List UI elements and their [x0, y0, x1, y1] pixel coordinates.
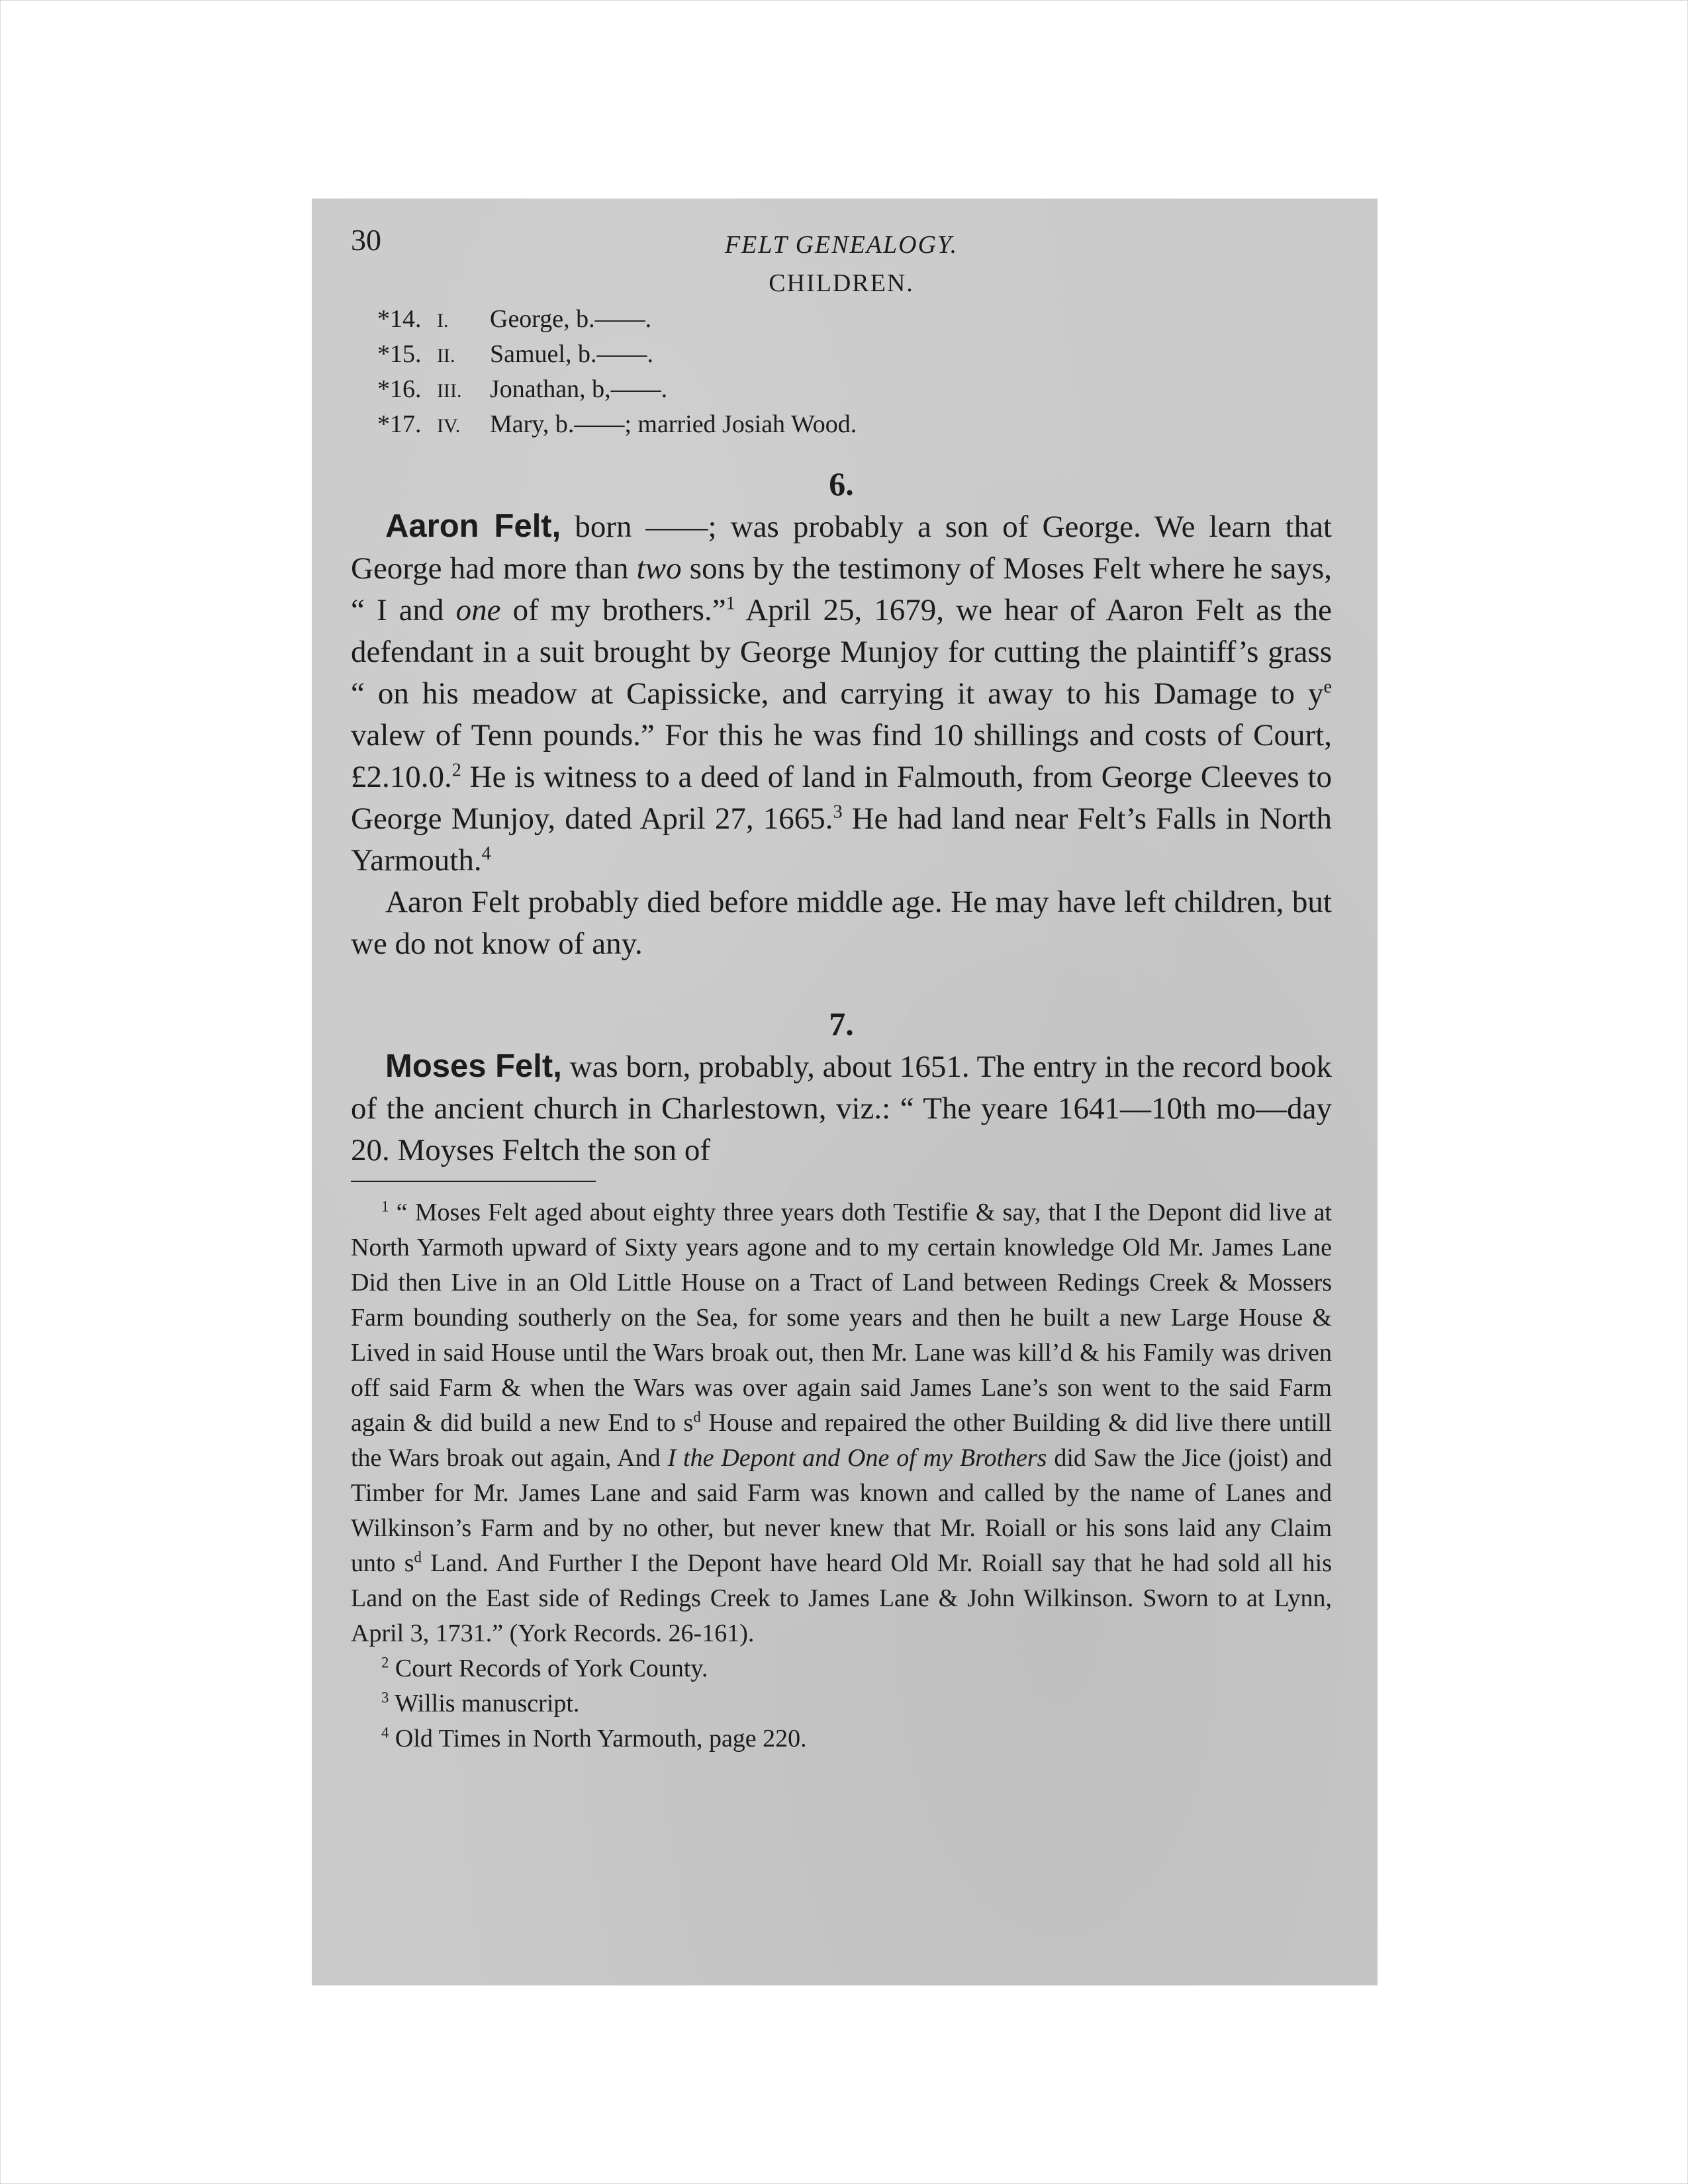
list-item [351, 304, 1332, 340]
superscript: d [414, 1549, 422, 1566]
footnote-4 [351, 1721, 1332, 1756]
section-6-paragraph-1 [351, 506, 1332, 882]
footnote-ref: 2 [451, 760, 461, 781]
section-7-paragraph-1 [351, 1046, 1332, 1171]
italic-run: I the Depont and One of my Brothers [667, 1444, 1047, 1472]
entry-name: Aaron Felt, [385, 508, 561, 544]
footnote-ref: 1 [726, 593, 735, 614]
text-run: was born, probably, about 1651. The entry in the record book of the ancient church in Charlestown, viz.: “ The yeare 1641—10th mo—day 20. Moyses Feltch the son of [351, 1050, 1332, 1167]
footnote-3 [351, 1686, 1332, 1721]
running-title: FELT GENEALOGY. [724, 231, 959, 259]
footnote-divider [351, 1181, 596, 1182]
footnote-ref: 3 [833, 801, 843, 823]
list-item [351, 340, 1332, 375]
page-content [351, 218, 1332, 1756]
italic-run: two [636, 551, 682, 586]
text-run: valew of Tenn pounds.” For this he was find 10 shillings and costs of Court, £2.10.0. [351, 718, 1332, 794]
child-number: *17. [377, 410, 422, 438]
italic-run: one [455, 593, 501, 627]
footnote-mark: 4 [381, 1724, 389, 1741]
superscript: d [693, 1408, 701, 1426]
child-roman: II. [437, 345, 455, 367]
section-number-6: 6. [829, 465, 854, 502]
footnote-2 [351, 1651, 1332, 1686]
text-run: Land. And Further I the Depont have heard Old Mr. Roiall say that he had sold all his Land on the East side of Redings Creek to James Lane & John Wilkinson. Sworn to at Lynn, April 3, 1731.” (York Records. 26-161). [351, 1549, 1332, 1647]
page-number: 30 [351, 223, 381, 257]
footnote-mark: 3 [381, 1689, 389, 1706]
child-number: *15. [377, 340, 422, 368]
text-run: born ——; was probably a son of George. We learn that George had more than [351, 510, 1332, 586]
footnote-1 [351, 1195, 1332, 1651]
child-roman: IV. [437, 415, 461, 437]
child-number: *16. [377, 375, 422, 403]
text-run: Willis manuscript. [389, 1690, 580, 1717]
child-text: George, b.——. [490, 305, 652, 333]
section-number-7: 7. [829, 1005, 854, 1042]
text-run: Old Times in North Yarmouth, page 220. [389, 1725, 807, 1752]
child-text: Jonathan, b,——. [490, 375, 668, 403]
child-text: Mary, b.——; married Josiah Wood. [490, 410, 857, 438]
text-run: did Saw the Jice (joist) and Timber for Mr. James Lane and said Farm was known and called by the name of Lanes and Wilkinson’s Farm and by no other, but never knew that Mr. Roiall or his sons laid any Claim unto s [351, 1444, 1332, 1577]
text-run: sons by the testimony of Moses Felt where he says, “ I and [351, 551, 1332, 627]
footnote-mark: 1 [381, 1198, 389, 1215]
child-roman: I. [437, 310, 449, 332]
child-text: Samuel, b.——. [490, 340, 653, 368]
list-item [351, 375, 1332, 410]
list-item [351, 410, 1332, 445]
child-number: *14. [377, 305, 422, 333]
footnotes [351, 1195, 1332, 1756]
spacer [351, 965, 1332, 985]
text-run: “ Moses Felt aged about eighty three years doth Testifie & say, that I the Depont did live at North Yarmoth upward of Sixty years agone and to my certain knowledge Old Mr. James Lane Did then Live in an Old Little House on a Tract of Land between Redings Creek & Mossers Farm bounding southerly on the Sea, for some years and then he built a new Large House & Lived in said House until the Wars broak out, then Mr. Lane was kill’d & his Family was driven off said Farm & when the Wars was over again said James Lane’s son went to the said Farm again & did build a new End to s [351, 1199, 1332, 1437]
text-run: He is witness to a deed of land in Falmouth, from George Cleeves to George Munjoy, dated April 27, 1665. [351, 760, 1332, 836]
text-run: He had land near Felt’s Falls in North Yarmouth. [351, 801, 1332, 878]
running-head [351, 218, 1332, 265]
scanned-page [312, 199, 1378, 1985]
text-run: of my brothers.” [500, 593, 726, 627]
text-run: Court Records of York County. [389, 1655, 708, 1682]
text-run: April 25, 1679, we hear of Aaron Felt as the defendant in a suit brought by George Munjoy for cutting the plaintiff’s grass “ on his meadow at Capissicke, and carrying it away to his Damage to y [351, 593, 1332, 711]
child-roman: III. [437, 380, 462, 402]
footnote-ref: 4 [481, 843, 491, 864]
superscript: e [1323, 676, 1332, 698]
children-heading: CHILDREN. [769, 269, 914, 297]
text-run: House and repaired the other Building & did live there untill the Wars broak out again, And [351, 1409, 1332, 1472]
children-list [351, 304, 1332, 445]
section-6-paragraph-2: Aaron Felt probably died before middle age. He may have left children, but we do not know of any. [351, 885, 1332, 961]
footnote-mark: 2 [381, 1654, 389, 1671]
entry-name: Moses Felt, [385, 1048, 562, 1084]
